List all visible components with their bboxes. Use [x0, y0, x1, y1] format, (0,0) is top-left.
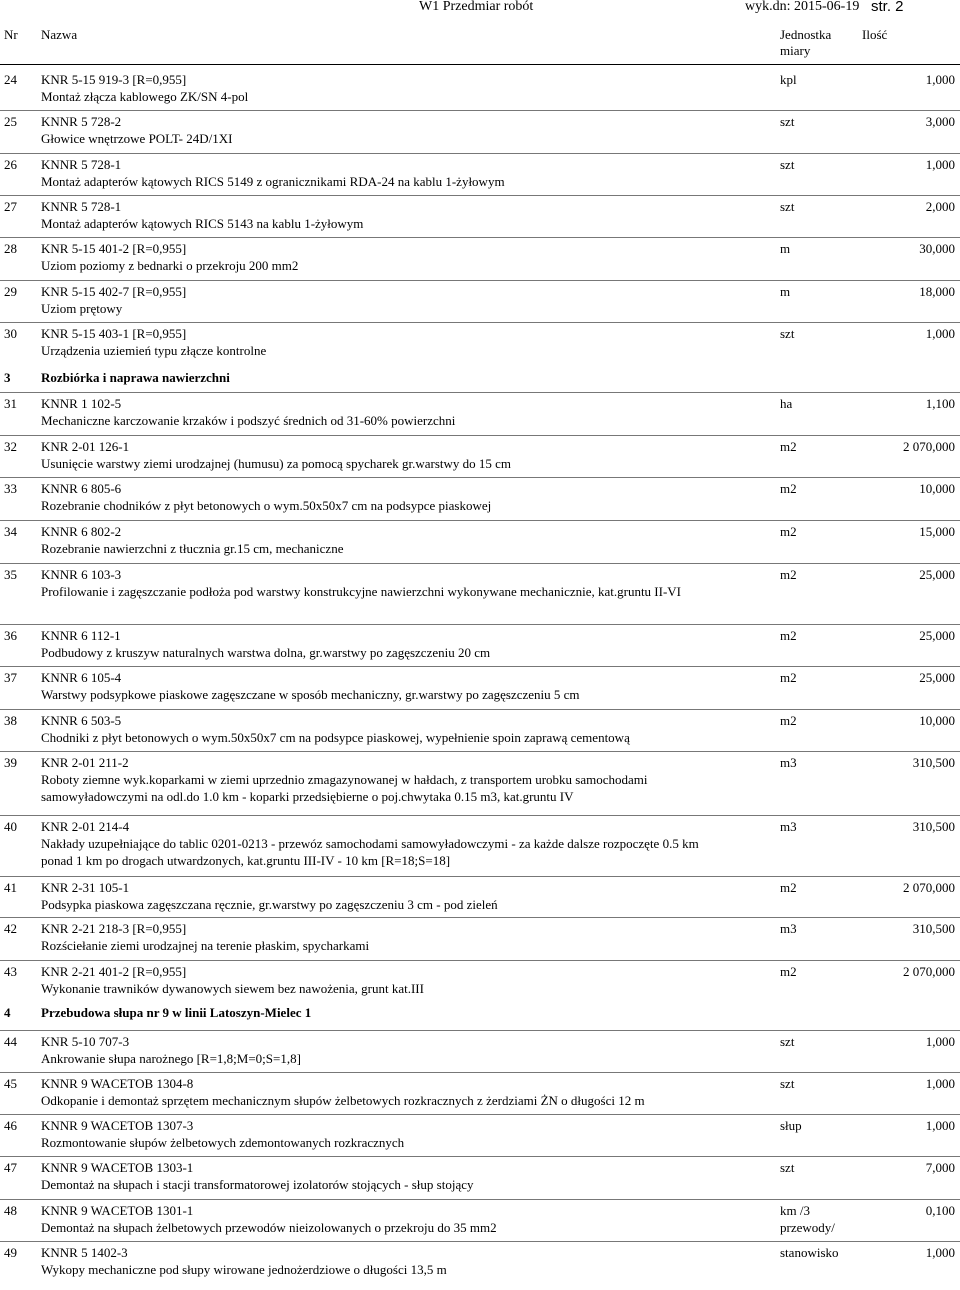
- catalog-code: KNNR 9 WACETOB 1303-1: [41, 1160, 194, 1175]
- row-divider: [0, 435, 960, 436]
- row-number: 49: [4, 1245, 17, 1260]
- row-divider: [0, 520, 960, 521]
- row-number: 26: [4, 157, 17, 172]
- quantity: 3,000: [925, 114, 955, 129]
- section-number: 3: [4, 370, 11, 385]
- catalog-code: KNR 5-10 707-3: [41, 1034, 130, 1049]
- work-description: Roboty ziemne wyk.koparkami w ziemi uprzednio zmagazynowanej w hałdach, z transportem urobku samochodami: [41, 772, 648, 787]
- unit-of-measure: km /3: [780, 1203, 810, 1218]
- work-description: Wykopy mechaniczne pod słupy wirowane jednożerdziowe o długości 13,5 m: [41, 1262, 447, 1277]
- unit-of-measure: m3: [780, 921, 797, 936]
- row-number: 39: [4, 755, 17, 770]
- row-number: 32: [4, 439, 17, 454]
- row-divider: [0, 1072, 960, 1073]
- quantity: 7,000: [925, 1160, 955, 1175]
- quantity: 10,000: [919, 481, 955, 496]
- row-number: 37: [4, 670, 17, 685]
- quantity: 15,000: [919, 524, 955, 539]
- catalog-code: KNR 5-15 403-1 [R=0,955]: [41, 326, 187, 341]
- quantity: 1,000: [925, 157, 955, 172]
- row-number: 42: [4, 921, 17, 936]
- catalog-code: KNR 2-21 218-3 [R=0,955]: [41, 921, 187, 936]
- row-number: 47: [4, 1160, 17, 1175]
- page-number: str. 2: [871, 0, 904, 15]
- row-number: 28: [4, 241, 17, 256]
- catalog-code: KNNR 6 805-6: [41, 481, 122, 496]
- row-divider: [0, 280, 960, 281]
- unit-of-measure: m2: [780, 481, 797, 496]
- row-number: 48: [4, 1203, 17, 1218]
- unit-of-measure: szt: [780, 199, 795, 214]
- unit-of-measure: m: [780, 241, 791, 256]
- section-number: 4: [4, 1005, 11, 1020]
- unit-of-measure: m2: [780, 439, 797, 454]
- work-description: ponad 1 km po drogach utwardzonych, kat.gruntu III-IV - 10 km [R=18;S=18]: [41, 853, 451, 868]
- document-title: W1 Przedmiar robót: [419, 0, 534, 14]
- unit-of-measure: m3: [780, 755, 797, 770]
- row-number: 41: [4, 880, 17, 895]
- quantity: 2 070,000: [903, 880, 955, 895]
- row-divider: [0, 709, 960, 710]
- row-number: 40: [4, 819, 17, 834]
- column-header-unit-line2: miary: [780, 43, 811, 58]
- work-description: Demontaż na słupach żelbetowych przewodów nieizolowanych o przekroju do 35 mm2: [41, 1220, 497, 1235]
- unit-of-measure: m2: [780, 713, 797, 728]
- quantity: 10,000: [919, 713, 955, 728]
- work-description: Rozmontowanie słupów żelbetowych zdemontowanych rozkracznych: [41, 1135, 405, 1150]
- unit-of-measure: m2: [780, 964, 797, 979]
- unit-of-measure-line2: przewody/: [780, 1220, 835, 1235]
- row-divider: [0, 1241, 960, 1242]
- unit-of-measure: m2: [780, 628, 797, 643]
- quantity: 1,100: [925, 396, 955, 411]
- row-divider: [0, 477, 960, 478]
- quantity: 1,000: [925, 1076, 955, 1091]
- unit-of-measure: stanowisko: [780, 1245, 839, 1260]
- row-divider: [0, 960, 960, 961]
- quantity: 310,500: [912, 819, 955, 834]
- catalog-code: KNR 2-31 105-1: [41, 880, 130, 895]
- work-description: Głowice wnętrzowe POLT- 24D/1XI: [41, 131, 233, 146]
- unit-of-measure: m2: [780, 524, 797, 539]
- row-divider: [0, 237, 960, 238]
- work-description: Podbudowy z kruszyw naturalnych warstwa dolna, gr.warstwy po zagęszczeniu 20 cm: [41, 645, 491, 660]
- work-description: Ankrowanie słupa narożnego [R=1,8;M=0;S=1,8]: [41, 1051, 301, 1066]
- row-divider: [0, 563, 960, 564]
- row-divider: [0, 322, 960, 323]
- row-number: 35: [4, 567, 17, 582]
- work-description: Demontaż na słupach i stacji transformatorowej izolatorów stojących - słup stojący: [41, 1177, 474, 1192]
- work-description: Montaż złącza kablowego ZK/SN 4-pol: [41, 89, 249, 104]
- unit-of-measure: szt: [780, 114, 795, 129]
- work-description: Wykonanie trawników dywanowych siewem bez nawożenia, grunt kat.III: [41, 981, 424, 996]
- unit-of-measure: ha: [780, 396, 793, 411]
- work-description: Uziom prętowy: [41, 301, 123, 316]
- row-number: 38: [4, 713, 17, 728]
- unit-of-measure: szt: [780, 1160, 795, 1175]
- work-description: Chodniki z płyt betonowych o wym.50x50x7 cm na podsypce piaskowej, wypełnienie spoin zaprawą cementową: [41, 730, 630, 745]
- row-number: 46: [4, 1118, 17, 1133]
- unit-of-measure: szt: [780, 157, 795, 172]
- catalog-code: KNNR 5 728-1: [41, 199, 122, 214]
- catalog-code: KNR 5-15 401-2 [R=0,955]: [41, 241, 187, 256]
- row-divider: [0, 876, 960, 877]
- catalog-code: KNNR 5 728-2: [41, 114, 122, 129]
- row-number: 27: [4, 199, 17, 214]
- work-description: Podsypka piaskowa zagęszczana ręcznie, gr.warstwy po zagęszczeniu 3 cm - pod zieleń: [41, 897, 498, 912]
- unit-of-measure: szt: [780, 1034, 795, 1049]
- quantity: 25,000: [919, 670, 955, 685]
- row-divider: [0, 392, 960, 393]
- catalog-code: KNNR 5 1402-3: [41, 1245, 128, 1260]
- catalog-code: KNNR 6 503-5: [41, 713, 122, 728]
- row-number: 29: [4, 284, 17, 299]
- row-number: 43: [4, 964, 17, 979]
- quantity: 2,000: [925, 199, 955, 214]
- work-description: Odkopanie i demontaż sprzętem mechanicznym słupów żelbetowych rozkracznych z żerdziami ŻN o długości 12 m: [41, 1093, 645, 1108]
- unit-of-measure: słup: [780, 1118, 802, 1133]
- row-number: 45: [4, 1076, 17, 1091]
- work-description: Uziom poziomy z bednarki o przekroju 200 mm2: [41, 258, 299, 273]
- catalog-code: KNR 5-15 402-7 [R=0,955]: [41, 284, 187, 299]
- work-description: samowyładowczymi na odl.do 1.0 km - koparki przedsiębierne o poj.chwytaka 0.15 m3, kat.gruntu IV: [41, 789, 574, 804]
- quantity: 1,000: [925, 72, 955, 87]
- column-header-quantity: Ilość: [862, 27, 888, 42]
- row-number: 25: [4, 114, 17, 129]
- catalog-code: KNNR 6 103-3: [41, 567, 122, 582]
- row-divider: [0, 1030, 960, 1031]
- unit-of-measure: m: [780, 284, 791, 299]
- work-description: Rozściełanie ziemi urodzajnej na terenie płaskim, spycharkami: [41, 938, 370, 953]
- unit-of-measure: szt: [780, 1076, 795, 1091]
- quantity: 310,500: [912, 921, 955, 936]
- row-divider: [0, 917, 960, 918]
- quantity: 310,500: [912, 755, 955, 770]
- quantity: 2 070,000: [903, 964, 955, 979]
- column-header-unit: Jednostka: [780, 27, 832, 42]
- quantity: 18,000: [919, 284, 955, 299]
- unit-of-measure: kpl: [780, 72, 797, 87]
- row-divider: [0, 153, 960, 154]
- catalog-code: KNR 2-21 401-2 [R=0,955]: [41, 964, 187, 979]
- row-divider: [0, 815, 960, 816]
- quantity: 1,000: [925, 1034, 955, 1049]
- work-description: Urządzenia uziemień typu złącze kontrolne: [41, 343, 267, 358]
- quantity: 1,000: [925, 1118, 955, 1133]
- catalog-code: KNR 5-15 919-3 [R=0,955]: [41, 72, 187, 87]
- row-number: 30: [4, 326, 17, 341]
- row-number: 44: [4, 1034, 17, 1049]
- catalog-code: KNR 2-01 126-1: [41, 439, 130, 454]
- column-header-nr: Nr: [4, 27, 18, 42]
- unit-of-measure: m2: [780, 567, 797, 582]
- row-number: 33: [4, 481, 17, 496]
- catalog-code: KNNR 9 WACETOB 1301-1: [41, 1203, 194, 1218]
- work-description: Rozebranie nawierzchni z tłucznia gr.15 cm, mechaniczne: [41, 541, 344, 556]
- section-title: Rozbiórka i naprawa nawierzchni: [41, 370, 230, 385]
- quantity: 1,000: [925, 1245, 955, 1260]
- work-description: Mechaniczne karczowanie krzaków i podszyć średnich od 31-60% powierzchni: [41, 413, 456, 428]
- catalog-code: KNNR 9 WACETOB 1304-8: [41, 1076, 194, 1091]
- catalog-code: KNNR 5 728-1: [41, 157, 122, 172]
- catalog-code: KNR 2-01 214-4: [41, 819, 130, 834]
- catalog-code: KNNR 6 112-1: [41, 628, 121, 643]
- row-divider: [0, 666, 960, 667]
- quantity: 25,000: [919, 628, 955, 643]
- work-description: Montaż adapterów kątowych RICS 5149 z ogranicznikami RDA-24 na kablu 1-żyłowym: [41, 174, 505, 189]
- work-description: Profilowanie i zagęszczanie podłoża pod warstwy konstrukcyjne nawierzchni wykonywane mechanicznie, kat.gruntu II-VI: [41, 584, 682, 599]
- unit-of-measure: szt: [780, 326, 795, 341]
- unit-of-measure: m2: [780, 880, 797, 895]
- work-description: Montaż adapterów kątowych RICS 5143 na kablu 1-żyłowym: [41, 216, 364, 231]
- unit-of-measure: m2: [780, 670, 797, 685]
- quantity: 30,000: [919, 241, 955, 256]
- catalog-code: KNNR 6 105-4: [41, 670, 122, 685]
- row-number: 24: [4, 72, 17, 87]
- quantity: 25,000: [919, 567, 955, 582]
- catalog-code: KNR 2-01 211-2: [41, 755, 129, 770]
- row-divider: [0, 751, 960, 752]
- section-title: Przebudowa słupa nr 9 w linii Latoszyn-Mielec 1: [41, 1005, 312, 1020]
- row-divider: [0, 110, 960, 111]
- quantity: 2 070,000: [903, 439, 955, 454]
- work-description: Usunięcie warstwy ziemi urodzajnej (humusu) za pomocą spycharek gr.warstwy do 15 cm: [41, 456, 512, 471]
- row-number: 36: [4, 628, 17, 643]
- row-divider: [0, 624, 960, 625]
- work-description: Warstwy podsypkowe piaskowe zagęszczane w sposób mechaniczny, gr.warstwy po zagęszczeniu 5 cm: [41, 687, 580, 702]
- catalog-code: KNNR 9 WACETOB 1307-3: [41, 1118, 194, 1133]
- row-number: 34: [4, 524, 17, 539]
- work-description: Nakłady uzupełniające do tablic 0201-0213 - przewóz samochodami samowyładowczymi - za każde dalsze rozpoczęte 0.5 km: [41, 836, 699, 851]
- quantity: 1,000: [925, 326, 955, 341]
- row-number: 31: [4, 396, 17, 411]
- catalog-code: KNNR 1 102-5: [41, 396, 122, 411]
- column-header-name: Nazwa: [41, 27, 78, 42]
- header-divider: [0, 64, 960, 65]
- row-divider: [0, 1114, 960, 1115]
- catalog-code: KNNR 6 802-2: [41, 524, 122, 539]
- document-date: wyk.dn: 2015-06-19: [745, 0, 860, 14]
- row-divider: [0, 195, 960, 196]
- quantity: 0,100: [925, 1203, 955, 1218]
- row-divider: [0, 1156, 960, 1157]
- work-description: Rozebranie chodników z płyt betonowych o wym.50x50x7 cm na podsypce piaskowej: [41, 498, 492, 513]
- unit-of-measure: m3: [780, 819, 797, 834]
- row-divider: [0, 1199, 960, 1200]
